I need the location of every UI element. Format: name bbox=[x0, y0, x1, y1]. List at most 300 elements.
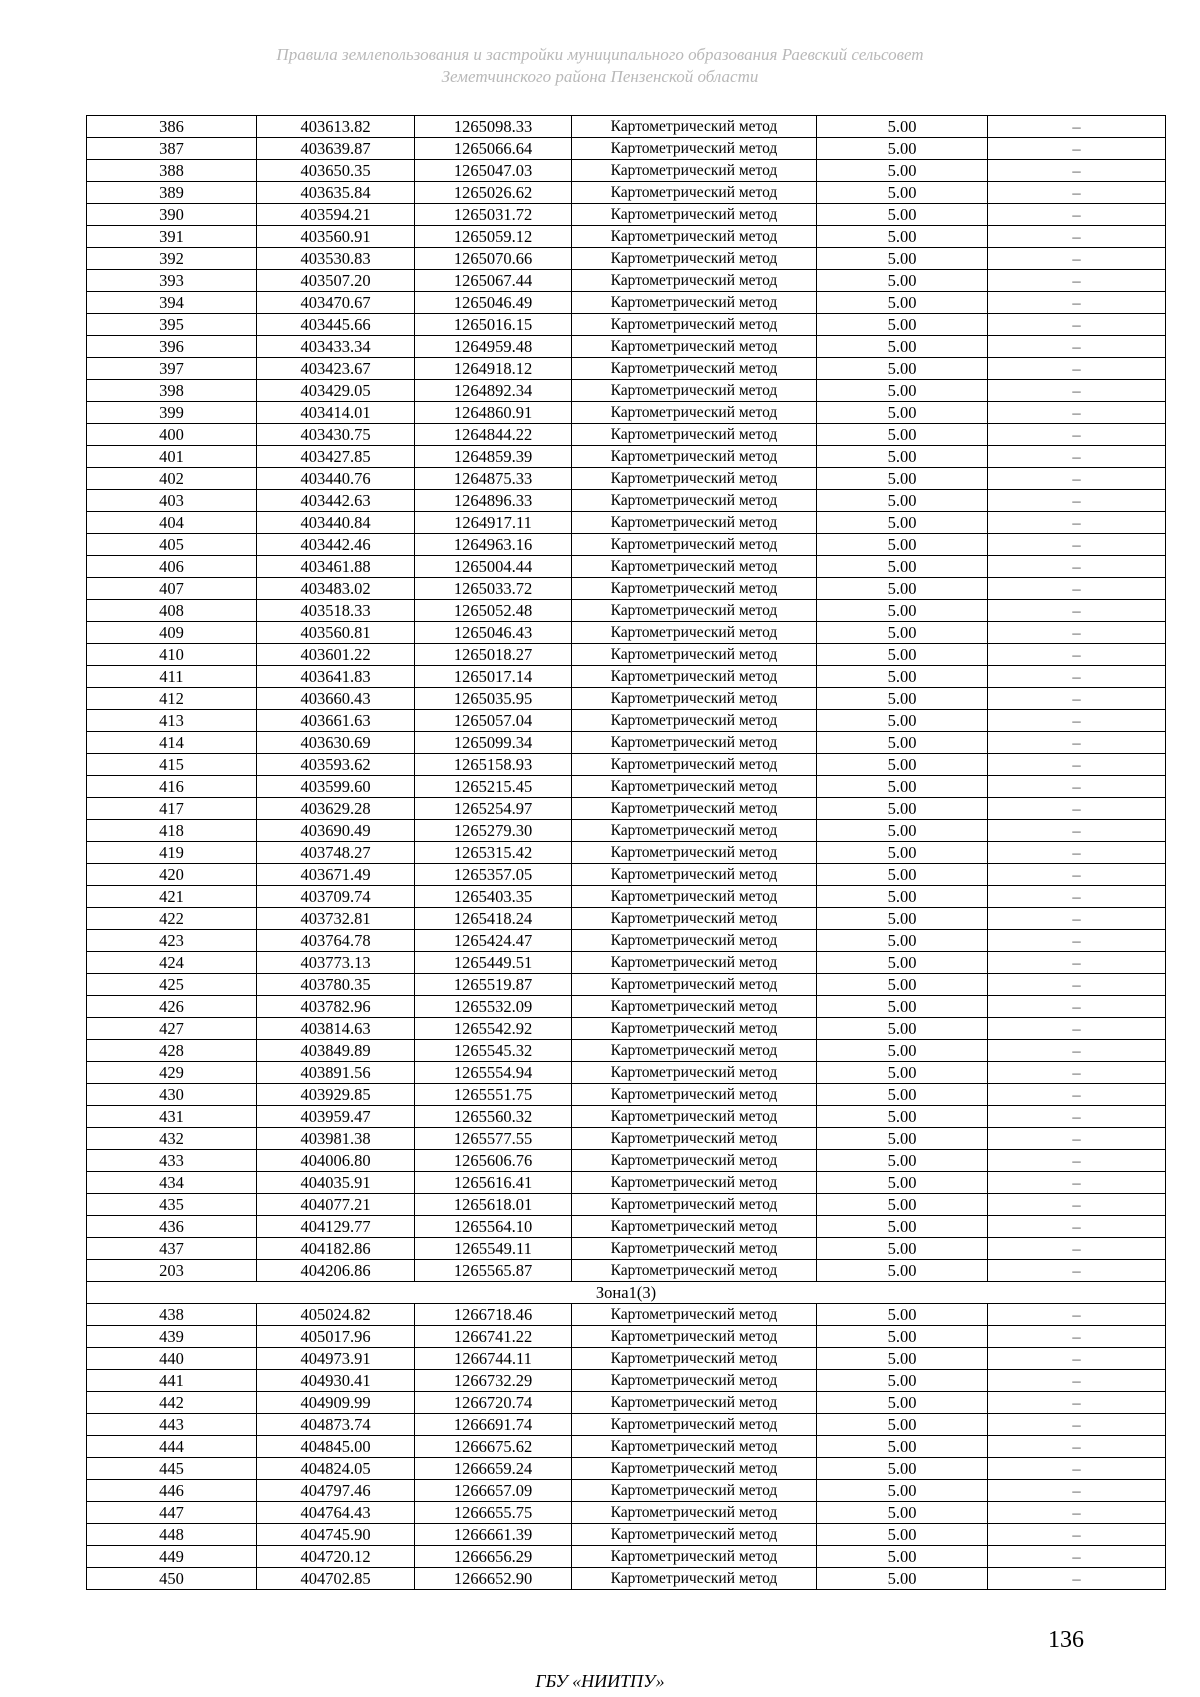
y-coordinate-cell: 1265099.34 bbox=[415, 732, 572, 754]
table-row bbox=[87, 908, 1166, 930]
table-row bbox=[87, 402, 1166, 424]
accuracy-cell: 5.00 bbox=[817, 1128, 988, 1150]
description-cell: – bbox=[988, 1546, 1166, 1568]
x-coordinate-cell: 405024.82 bbox=[257, 1304, 415, 1326]
y-coordinate-cell: 1264917.11 bbox=[415, 512, 572, 534]
accuracy-cell: 5.00 bbox=[817, 1216, 988, 1238]
x-coordinate-cell: 403423.67 bbox=[257, 358, 415, 380]
description-cell: – bbox=[988, 864, 1166, 886]
y-coordinate-cell: 1265618.01 bbox=[415, 1194, 572, 1216]
point-number-cell: 434 bbox=[87, 1172, 257, 1194]
table-row bbox=[87, 842, 1166, 864]
point-number-cell: 415 bbox=[87, 754, 257, 776]
y-coordinate-cell: 1265047.03 bbox=[415, 160, 572, 182]
x-coordinate-cell: 403660.43 bbox=[257, 688, 415, 710]
method-cell: Картометрический метод bbox=[572, 534, 817, 556]
description-cell: – bbox=[988, 1502, 1166, 1524]
x-coordinate-cell: 404129.77 bbox=[257, 1216, 415, 1238]
description-cell: – bbox=[988, 226, 1166, 248]
point-number-cell: 443 bbox=[87, 1414, 257, 1436]
accuracy-cell: 5.00 bbox=[817, 1326, 988, 1348]
method-cell: Картометрический метод bbox=[572, 490, 817, 512]
accuracy-cell: 5.00 bbox=[817, 402, 988, 424]
y-coordinate-cell: 1266718.46 bbox=[415, 1304, 572, 1326]
method-cell: Картометрический метод bbox=[572, 1392, 817, 1414]
accuracy-cell: 5.00 bbox=[817, 1238, 988, 1260]
description-cell: – bbox=[988, 1326, 1166, 1348]
point-number-cell: 399 bbox=[87, 402, 257, 424]
x-coordinate-cell: 403639.87 bbox=[257, 138, 415, 160]
x-coordinate-cell: 403530.83 bbox=[257, 248, 415, 270]
x-coordinate-cell: 404930.41 bbox=[257, 1370, 415, 1392]
coordinates-table-body bbox=[87, 116, 1166, 1590]
table-row bbox=[87, 138, 1166, 160]
x-coordinate-cell: 403773.13 bbox=[257, 952, 415, 974]
description-cell: – bbox=[988, 886, 1166, 908]
method-cell: Картометрический метод bbox=[572, 952, 817, 974]
y-coordinate-cell: 1265254.97 bbox=[415, 798, 572, 820]
method-cell: Картометрический метод bbox=[572, 1458, 817, 1480]
description-cell: – bbox=[988, 1128, 1166, 1150]
table-row bbox=[87, 424, 1166, 446]
description-cell: – bbox=[988, 996, 1166, 1018]
description-cell: – bbox=[988, 776, 1166, 798]
y-coordinate-cell: 1265031.72 bbox=[415, 204, 572, 226]
table-row bbox=[87, 798, 1166, 820]
table-row bbox=[87, 996, 1166, 1018]
method-cell: Картометрический метод bbox=[572, 380, 817, 402]
method-cell: Картометрический метод bbox=[572, 1106, 817, 1128]
x-coordinate-cell: 403959.47 bbox=[257, 1106, 415, 1128]
x-coordinate-cell: 403661.63 bbox=[257, 710, 415, 732]
description-cell: – bbox=[988, 1568, 1166, 1590]
y-coordinate-cell: 1265532.09 bbox=[415, 996, 572, 1018]
accuracy-cell: 5.00 bbox=[817, 1458, 988, 1480]
description-cell: – bbox=[988, 1260, 1166, 1282]
description-cell: – bbox=[988, 358, 1166, 380]
point-number-cell: 389 bbox=[87, 182, 257, 204]
point-number-cell: 410 bbox=[87, 644, 257, 666]
description-cell: – bbox=[988, 182, 1166, 204]
table-row bbox=[87, 116, 1166, 138]
description-cell: – bbox=[988, 248, 1166, 270]
point-number-cell: 398 bbox=[87, 380, 257, 402]
y-coordinate-cell: 1265057.04 bbox=[415, 710, 572, 732]
y-coordinate-cell: 1265098.33 bbox=[415, 116, 572, 138]
x-coordinate-cell: 403732.81 bbox=[257, 908, 415, 930]
y-coordinate-cell: 1265066.64 bbox=[415, 138, 572, 160]
description-cell: – bbox=[988, 1480, 1166, 1502]
y-coordinate-cell: 1264959.48 bbox=[415, 336, 572, 358]
description-cell: – bbox=[988, 468, 1166, 490]
accuracy-cell: 5.00 bbox=[817, 1260, 988, 1282]
table-row bbox=[87, 1436, 1166, 1458]
table-row bbox=[87, 1414, 1166, 1436]
accuracy-cell: 5.00 bbox=[817, 578, 988, 600]
description-cell: – bbox=[988, 952, 1166, 974]
header-line-1: Правила землепользования и застройки муниципального образования Раевский сельсовет bbox=[276, 45, 924, 64]
point-number-cell: 442 bbox=[87, 1392, 257, 1414]
y-coordinate-cell: 1265004.44 bbox=[415, 556, 572, 578]
y-coordinate-cell: 1266659.24 bbox=[415, 1458, 572, 1480]
table-row bbox=[87, 1150, 1166, 1172]
description-cell: – bbox=[988, 732, 1166, 754]
x-coordinate-cell: 403483.02 bbox=[257, 578, 415, 600]
x-coordinate-cell: 403782.96 bbox=[257, 996, 415, 1018]
method-cell: Картометрический метод bbox=[572, 974, 817, 996]
y-coordinate-cell: 1265545.32 bbox=[415, 1040, 572, 1062]
method-cell: Картометрический метод bbox=[572, 864, 817, 886]
x-coordinate-cell: 403690.49 bbox=[257, 820, 415, 842]
description-cell: – bbox=[988, 1304, 1166, 1326]
x-coordinate-cell: 404824.05 bbox=[257, 1458, 415, 1480]
method-cell: Картометрический метод bbox=[572, 204, 817, 226]
y-coordinate-cell: 1265067.44 bbox=[415, 270, 572, 292]
x-coordinate-cell: 403560.81 bbox=[257, 622, 415, 644]
point-number-cell: 419 bbox=[87, 842, 257, 864]
accuracy-cell: 5.00 bbox=[817, 776, 988, 798]
point-number-cell: 432 bbox=[87, 1128, 257, 1150]
y-coordinate-cell: 1265577.55 bbox=[415, 1128, 572, 1150]
table-row bbox=[87, 732, 1166, 754]
x-coordinate-cell: 403433.34 bbox=[257, 336, 415, 358]
point-number-cell: 391 bbox=[87, 226, 257, 248]
accuracy-cell: 5.00 bbox=[817, 292, 988, 314]
description-cell: – bbox=[988, 1392, 1166, 1414]
point-number-cell: 431 bbox=[87, 1106, 257, 1128]
x-coordinate-cell: 404845.00 bbox=[257, 1436, 415, 1458]
accuracy-cell: 5.00 bbox=[817, 754, 988, 776]
x-coordinate-cell: 404206.86 bbox=[257, 1260, 415, 1282]
method-cell: Картометрический метод bbox=[572, 1546, 817, 1568]
y-coordinate-cell: 1265424.47 bbox=[415, 930, 572, 952]
description-cell: – bbox=[988, 754, 1166, 776]
y-coordinate-cell: 1265046.49 bbox=[415, 292, 572, 314]
method-cell: Картометрический метод bbox=[572, 1436, 817, 1458]
table-row bbox=[87, 336, 1166, 358]
point-number-cell: 393 bbox=[87, 270, 257, 292]
x-coordinate-cell: 403641.83 bbox=[257, 666, 415, 688]
point-number-cell: 413 bbox=[87, 710, 257, 732]
description-cell: – bbox=[988, 1216, 1166, 1238]
method-cell: Картометрический метод bbox=[572, 1480, 817, 1502]
y-coordinate-cell: 1264963.16 bbox=[415, 534, 572, 556]
table-row bbox=[87, 1458, 1166, 1480]
table-row bbox=[87, 1128, 1166, 1150]
description-cell: – bbox=[988, 974, 1166, 996]
table-row bbox=[87, 974, 1166, 996]
y-coordinate-cell: 1265551.75 bbox=[415, 1084, 572, 1106]
table-row bbox=[87, 864, 1166, 886]
accuracy-cell: 5.00 bbox=[817, 1546, 988, 1568]
method-cell: Картометрический метод bbox=[572, 270, 817, 292]
description-cell: – bbox=[988, 1348, 1166, 1370]
x-coordinate-cell: 404797.46 bbox=[257, 1480, 415, 1502]
point-number-cell: 396 bbox=[87, 336, 257, 358]
x-coordinate-cell: 403764.78 bbox=[257, 930, 415, 952]
point-number-cell: 404 bbox=[87, 512, 257, 534]
accuracy-cell: 5.00 bbox=[817, 886, 988, 908]
table-row bbox=[87, 490, 1166, 512]
accuracy-cell: 5.00 bbox=[817, 116, 988, 138]
accuracy-cell: 5.00 bbox=[817, 600, 988, 622]
accuracy-cell: 5.00 bbox=[817, 490, 988, 512]
description-cell: – bbox=[988, 578, 1166, 600]
point-number-cell: 400 bbox=[87, 424, 257, 446]
table-row bbox=[87, 1018, 1166, 1040]
page-header bbox=[0, 44, 1200, 88]
description-cell: – bbox=[988, 336, 1166, 358]
description-cell: – bbox=[988, 1084, 1166, 1106]
y-coordinate-cell: 1264860.91 bbox=[415, 402, 572, 424]
description-cell: – bbox=[988, 424, 1166, 446]
table-row bbox=[87, 776, 1166, 798]
page-number: 136 bbox=[1048, 1627, 1084, 1653]
x-coordinate-cell: 403613.82 bbox=[257, 116, 415, 138]
point-number-cell: 425 bbox=[87, 974, 257, 996]
table-row bbox=[87, 512, 1166, 534]
x-coordinate-cell: 404909.99 bbox=[257, 1392, 415, 1414]
x-coordinate-cell: 403427.85 bbox=[257, 446, 415, 468]
accuracy-cell: 5.00 bbox=[817, 204, 988, 226]
method-cell: Картометрический метод bbox=[572, 336, 817, 358]
point-number-cell: 408 bbox=[87, 600, 257, 622]
point-number-cell: 422 bbox=[87, 908, 257, 930]
y-coordinate-cell: 1265215.45 bbox=[415, 776, 572, 798]
method-cell: Картометрический метод bbox=[572, 314, 817, 336]
y-coordinate-cell: 1265017.14 bbox=[415, 666, 572, 688]
table-row bbox=[87, 468, 1166, 490]
x-coordinate-cell: 403891.56 bbox=[257, 1062, 415, 1084]
y-coordinate-cell: 1265070.66 bbox=[415, 248, 572, 270]
method-cell: Картометрический метод bbox=[572, 1524, 817, 1546]
x-coordinate-cell: 403470.67 bbox=[257, 292, 415, 314]
description-cell: – bbox=[988, 1172, 1166, 1194]
method-cell: Картометрический метод bbox=[572, 1568, 817, 1590]
description-cell: – bbox=[988, 292, 1166, 314]
accuracy-cell: 5.00 bbox=[817, 974, 988, 996]
x-coordinate-cell: 403981.38 bbox=[257, 1128, 415, 1150]
table-row bbox=[87, 666, 1166, 688]
x-coordinate-cell: 403601.22 bbox=[257, 644, 415, 666]
method-cell: Картометрический метод bbox=[572, 622, 817, 644]
x-coordinate-cell: 403461.88 bbox=[257, 556, 415, 578]
accuracy-cell: 5.00 bbox=[817, 314, 988, 336]
y-coordinate-cell: 1265035.95 bbox=[415, 688, 572, 710]
zone-header-row bbox=[87, 1282, 1166, 1304]
method-cell: Картометрический метод bbox=[572, 886, 817, 908]
accuracy-cell: 5.00 bbox=[817, 336, 988, 358]
table-row bbox=[87, 600, 1166, 622]
x-coordinate-cell: 403518.33 bbox=[257, 600, 415, 622]
y-coordinate-cell: 1265046.43 bbox=[415, 622, 572, 644]
y-coordinate-cell: 1264918.12 bbox=[415, 358, 572, 380]
point-number-cell: 397 bbox=[87, 358, 257, 380]
point-number-cell: 445 bbox=[87, 1458, 257, 1480]
x-coordinate-cell: 404720.12 bbox=[257, 1546, 415, 1568]
y-coordinate-cell: 1265059.12 bbox=[415, 226, 572, 248]
x-coordinate-cell: 403849.89 bbox=[257, 1040, 415, 1062]
method-cell: Картометрический метод bbox=[572, 402, 817, 424]
table-row bbox=[87, 1194, 1166, 1216]
accuracy-cell: 5.00 bbox=[817, 358, 988, 380]
description-cell: – bbox=[988, 930, 1166, 952]
point-number-cell: 421 bbox=[87, 886, 257, 908]
point-number-cell: 423 bbox=[87, 930, 257, 952]
method-cell: Картометрический метод bbox=[572, 1414, 817, 1436]
table-row bbox=[87, 204, 1166, 226]
method-cell: Картометрический метод bbox=[572, 754, 817, 776]
table-row bbox=[87, 1304, 1166, 1326]
header-line-2: Земетчинского района Пензенской области bbox=[441, 67, 759, 86]
accuracy-cell: 5.00 bbox=[817, 446, 988, 468]
description-cell: – bbox=[988, 1370, 1166, 1392]
description-cell: – bbox=[988, 116, 1166, 138]
description-cell: – bbox=[988, 1062, 1166, 1084]
accuracy-cell: 5.00 bbox=[817, 248, 988, 270]
table-row bbox=[87, 1568, 1166, 1590]
zone-label: Зона1(3) bbox=[87, 1282, 1166, 1304]
x-coordinate-cell: 403442.63 bbox=[257, 490, 415, 512]
point-number-cell: 418 bbox=[87, 820, 257, 842]
description-cell: – bbox=[988, 644, 1166, 666]
accuracy-cell: 5.00 bbox=[817, 1172, 988, 1194]
description-cell: – bbox=[988, 688, 1166, 710]
table-row bbox=[87, 688, 1166, 710]
y-coordinate-cell: 1266720.74 bbox=[415, 1392, 572, 1414]
point-number-cell: 438 bbox=[87, 1304, 257, 1326]
y-coordinate-cell: 1266741.22 bbox=[415, 1326, 572, 1348]
method-cell: Картометрический метод bbox=[572, 578, 817, 600]
method-cell: Картометрический метод bbox=[572, 138, 817, 160]
accuracy-cell: 5.00 bbox=[817, 1062, 988, 1084]
y-coordinate-cell: 1265357.05 bbox=[415, 864, 572, 886]
y-coordinate-cell: 1266661.39 bbox=[415, 1524, 572, 1546]
method-cell: Картометрический метод bbox=[572, 1194, 817, 1216]
table-row bbox=[87, 1348, 1166, 1370]
accuracy-cell: 5.00 bbox=[817, 798, 988, 820]
accuracy-cell: 5.00 bbox=[817, 1502, 988, 1524]
method-cell: Картометрический метод bbox=[572, 710, 817, 732]
accuracy-cell: 5.00 bbox=[817, 820, 988, 842]
y-coordinate-cell: 1265606.76 bbox=[415, 1150, 572, 1172]
table-row bbox=[87, 380, 1166, 402]
point-number-cell: 390 bbox=[87, 204, 257, 226]
table-row bbox=[87, 160, 1166, 182]
y-coordinate-cell: 1265418.24 bbox=[415, 908, 572, 930]
table-row bbox=[87, 710, 1166, 732]
method-cell: Картометрический метод bbox=[572, 292, 817, 314]
y-coordinate-cell: 1265560.32 bbox=[415, 1106, 572, 1128]
y-coordinate-cell: 1265449.51 bbox=[415, 952, 572, 974]
accuracy-cell: 5.00 bbox=[817, 1018, 988, 1040]
accuracy-cell: 5.00 bbox=[817, 556, 988, 578]
point-number-cell: 449 bbox=[87, 1546, 257, 1568]
accuracy-cell: 5.00 bbox=[817, 1084, 988, 1106]
table-row bbox=[87, 1216, 1166, 1238]
method-cell: Картометрический метод bbox=[572, 1326, 817, 1348]
x-coordinate-cell: 404035.91 bbox=[257, 1172, 415, 1194]
method-cell: Картометрический метод bbox=[572, 1260, 817, 1282]
x-coordinate-cell: 403630.69 bbox=[257, 732, 415, 754]
y-coordinate-cell: 1265026.62 bbox=[415, 182, 572, 204]
table-row bbox=[87, 1524, 1166, 1546]
method-cell: Картометрический метод bbox=[572, 1304, 817, 1326]
point-number-cell: 387 bbox=[87, 138, 257, 160]
description-cell: – bbox=[988, 1436, 1166, 1458]
description-cell: – bbox=[988, 490, 1166, 512]
y-coordinate-cell: 1265018.27 bbox=[415, 644, 572, 666]
x-coordinate-cell: 403445.66 bbox=[257, 314, 415, 336]
x-coordinate-cell: 403929.85 bbox=[257, 1084, 415, 1106]
point-number-cell: 394 bbox=[87, 292, 257, 314]
method-cell: Картометрический метод bbox=[572, 644, 817, 666]
point-number-cell: 444 bbox=[87, 1436, 257, 1458]
description-cell: – bbox=[988, 1414, 1166, 1436]
accuracy-cell: 5.00 bbox=[817, 1194, 988, 1216]
x-coordinate-cell: 404006.80 bbox=[257, 1150, 415, 1172]
description-cell: – bbox=[988, 1524, 1166, 1546]
method-cell: Картометрический метод bbox=[572, 688, 817, 710]
description-cell: – bbox=[988, 160, 1166, 182]
x-coordinate-cell: 404182.86 bbox=[257, 1238, 415, 1260]
point-number-cell: 392 bbox=[87, 248, 257, 270]
accuracy-cell: 5.00 bbox=[817, 930, 988, 952]
x-coordinate-cell: 405017.96 bbox=[257, 1326, 415, 1348]
y-coordinate-cell: 1266652.90 bbox=[415, 1568, 572, 1590]
accuracy-cell: 5.00 bbox=[817, 688, 988, 710]
accuracy-cell: 5.00 bbox=[817, 644, 988, 666]
x-coordinate-cell: 403594.21 bbox=[257, 204, 415, 226]
point-number-cell: 388 bbox=[87, 160, 257, 182]
x-coordinate-cell: 403629.28 bbox=[257, 798, 415, 820]
description-cell: – bbox=[988, 380, 1166, 402]
y-coordinate-cell: 1265033.72 bbox=[415, 578, 572, 600]
method-cell: Картометрический метод bbox=[572, 820, 817, 842]
accuracy-cell: 5.00 bbox=[817, 160, 988, 182]
x-coordinate-cell: 404973.91 bbox=[257, 1348, 415, 1370]
accuracy-cell: 5.00 bbox=[817, 270, 988, 292]
y-coordinate-cell: 1266657.09 bbox=[415, 1480, 572, 1502]
point-number-cell: 420 bbox=[87, 864, 257, 886]
table-row bbox=[87, 1040, 1166, 1062]
accuracy-cell: 5.00 bbox=[817, 1414, 988, 1436]
method-cell: Картометрический метод bbox=[572, 776, 817, 798]
description-cell: – bbox=[988, 1194, 1166, 1216]
y-coordinate-cell: 1266675.62 bbox=[415, 1436, 572, 1458]
point-number-cell: 405 bbox=[87, 534, 257, 556]
accuracy-cell: 5.00 bbox=[817, 1106, 988, 1128]
description-cell: – bbox=[988, 138, 1166, 160]
accuracy-cell: 5.00 bbox=[817, 512, 988, 534]
table-row bbox=[87, 248, 1166, 270]
table-row bbox=[87, 644, 1166, 666]
method-cell: Картометрический метод bbox=[572, 1018, 817, 1040]
x-coordinate-cell: 403440.84 bbox=[257, 512, 415, 534]
accuracy-cell: 5.00 bbox=[817, 424, 988, 446]
method-cell: Картометрический метод bbox=[572, 248, 817, 270]
x-coordinate-cell: 403414.01 bbox=[257, 402, 415, 424]
accuracy-cell: 5.00 bbox=[817, 1370, 988, 1392]
x-coordinate-cell: 403599.60 bbox=[257, 776, 415, 798]
point-number-cell: 426 bbox=[87, 996, 257, 1018]
y-coordinate-cell: 1266655.75 bbox=[415, 1502, 572, 1524]
point-number-cell: 412 bbox=[87, 688, 257, 710]
table-row bbox=[87, 358, 1166, 380]
point-number-cell: 433 bbox=[87, 1150, 257, 1172]
method-cell: Картометрический метод bbox=[572, 512, 817, 534]
method-cell: Картометрический метод bbox=[572, 1084, 817, 1106]
